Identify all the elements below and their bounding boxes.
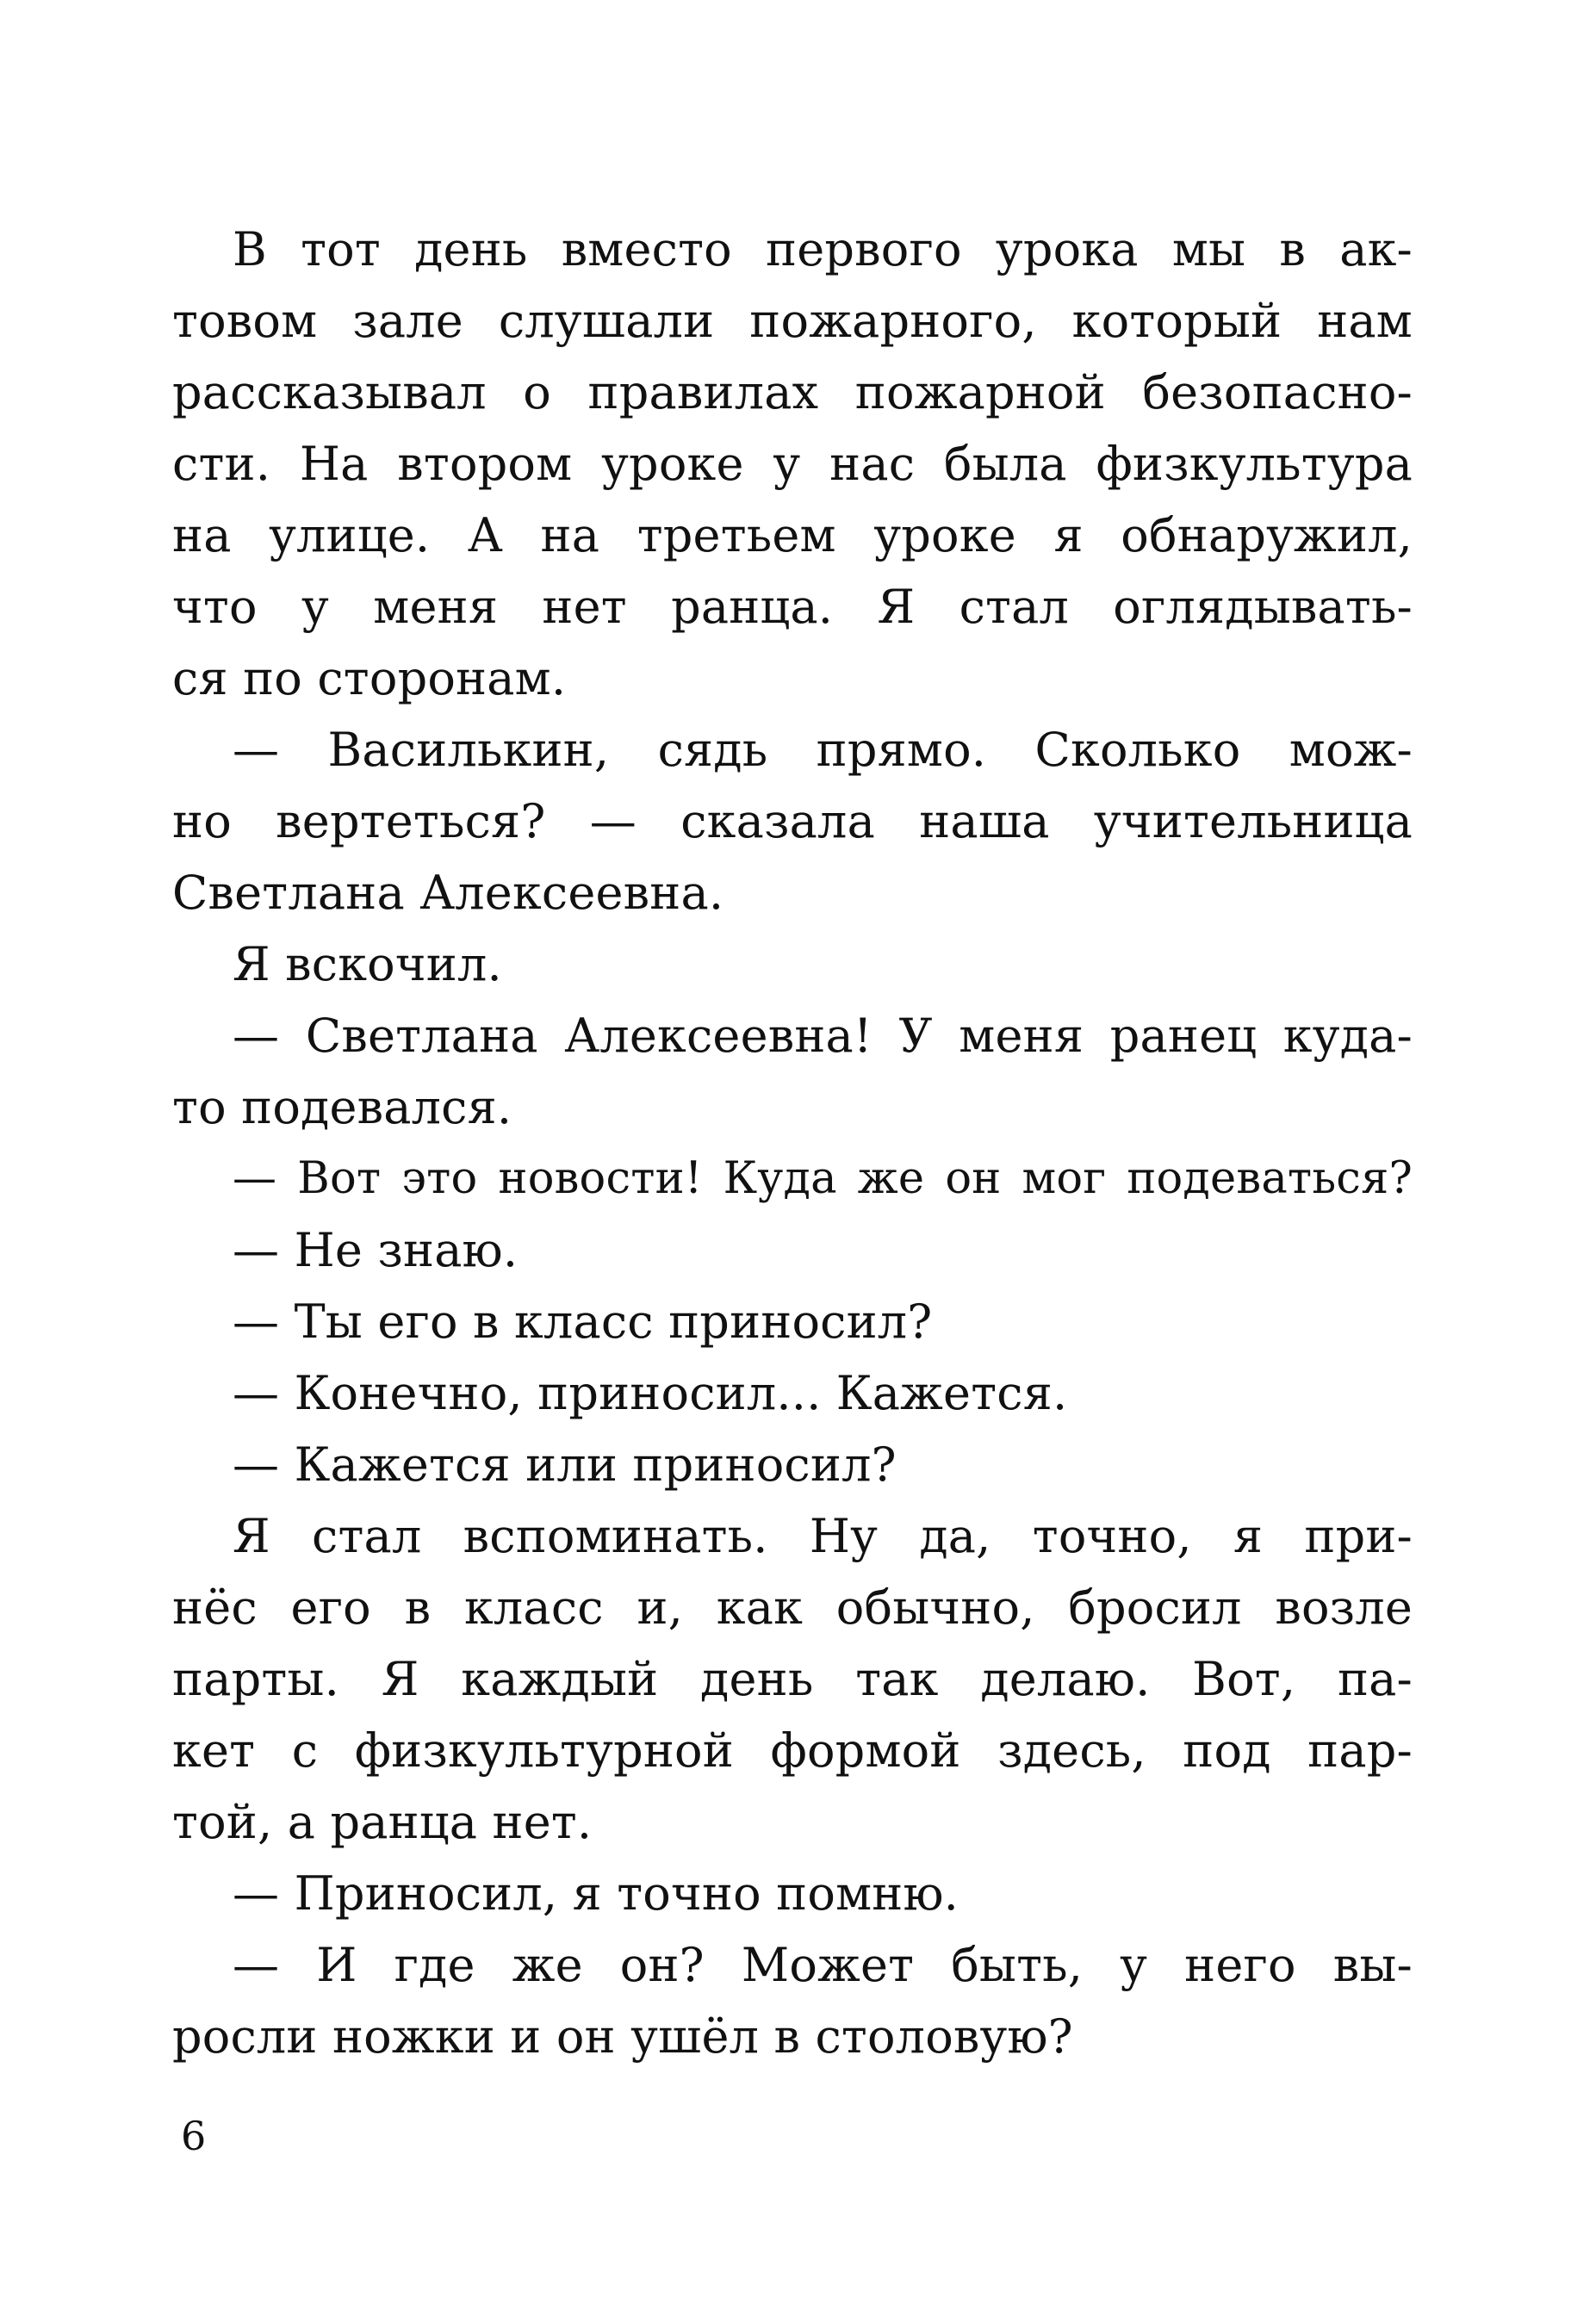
text-line: — Василькин, сядь прямо. Сколько мож-	[233, 723, 1413, 777]
text-line: нёс его в класс и, как обычно, бросил возле	[172, 1580, 1413, 1635]
text-line: но вертеться? — сказала наша учительница	[172, 794, 1413, 848]
text-line: парты. Я каждый день так делаю. Вот, па-	[172, 1652, 1413, 1706]
text-line: что у меня нет ранца. Я стал оглядывать-	[172, 580, 1413, 634]
text-line: ся по сторонам.	[172, 651, 567, 705]
text-line: Светлана Алексеевна.	[172, 866, 724, 920]
text-line: сти. На втором уроке у нас была физкультура	[172, 437, 1413, 491]
text-line: товом зале слушали пожарного, который нам	[172, 294, 1413, 348]
text-line: рассказывал о правилах пожарной безопасно-	[172, 365, 1413, 419]
text-line: — Конечно, приносил... Кажется.	[233, 1366, 1068, 1420]
text-line: на улице. А на третьем уроке я обнаружил,	[172, 508, 1413, 562]
text-line: — Светлана Алексеевна! У меня ранец куда-	[233, 1009, 1413, 1063]
text-line: — Кажется или приносил?	[233, 1437, 897, 1492]
text-line: кет с физкультурной формой здесь, под пар-	[172, 1723, 1413, 1778]
text-line: Я стал вспоминать. Ну да, точно, я при-	[233, 1509, 1413, 1563]
text-line: — Вот это новости! Куда же он мог подеваться?	[233, 1153, 1413, 1204]
text-line: — Не знаю.	[233, 1223, 519, 1277]
text-line: В тот день вместо первого урока мы в ак-	[233, 222, 1413, 276]
text-line: — Ты его в класс приносил?	[233, 1294, 933, 1349]
text-line: Я вскочил.	[233, 937, 502, 991]
text-line: то подевался.	[172, 1080, 512, 1134]
text-line: — Приносил, я точно помню.	[233, 1866, 959, 1921]
body-text	[172, 214, 1413, 2072]
text-line: той, а ранца нет.	[172, 1795, 593, 1849]
text-line: росли ножки и он ушёл в столовую?	[172, 2009, 1073, 2064]
text-line: — И где же он? Может быть, у него вы-	[233, 1938, 1413, 1992]
page-number: 6	[181, 2113, 207, 2159]
